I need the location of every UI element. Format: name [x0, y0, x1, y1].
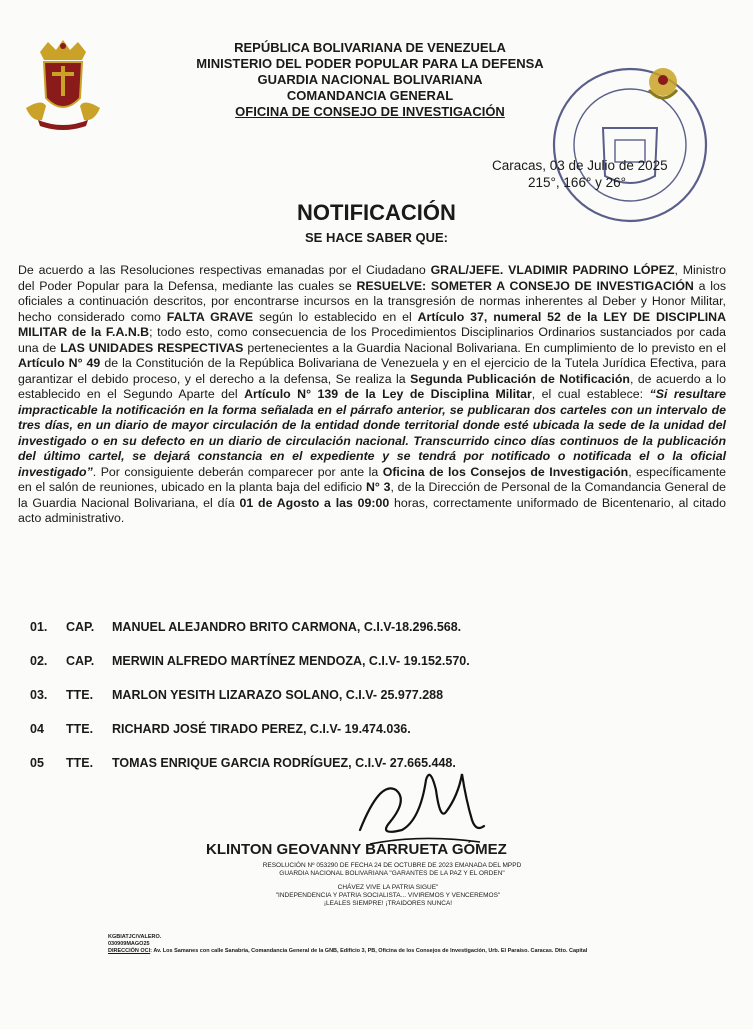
officer-rank: TTE.: [66, 756, 94, 770]
notification-body: [18, 263, 726, 527]
body-text: ; todo esto, como consecuencia de los Procedimientos Disciplinarios Ordinarios sustanciados por cada una de: [18, 325, 726, 355]
body-bold-resolve: RESUELVE: SOMETER A CONSEJO DE INVESTIGACIÓN: [356, 278, 694, 293]
resolution-line-1: RESOLUCIÓN Nº 053290 DE FECHA 24 DE OCTUBRE DE 2023 EMANADA DEL MPPD: [262, 862, 522, 869]
gnb-emblem-logo: [22, 38, 104, 134]
body-text: , Ministro del Poder Popular para la Defensa, mediante las cuales se: [18, 263, 726, 293]
officer-name: MARLON YESITH LIZARAZO SOLANO, C.I.V- 25.977.288: [112, 688, 444, 702]
body-text: pertenecientes a la Guardia Nacional Bolivariana. En cumplimiento de lo previsto en el: [243, 340, 727, 355]
officer-name: MERWIN ALFREDO MARTÍNEZ MENDOZA, C.I.V- 19.152.570.: [112, 654, 470, 668]
document-subtitle: SE HACE SABER QUE:: [304, 230, 449, 245]
list-item: [30, 678, 590, 712]
signer-name: KLINTON GEOVANNY BARRUETA GÓMEZ: [206, 841, 507, 858]
list-item: [30, 712, 590, 746]
reference-code-1: KGBIATJC/VALERO.: [108, 934, 162, 940]
officer-number: 01.: [30, 620, 48, 634]
officer-name: MANUEL ALEJANDRO BRITO CARMONA, C.I.V-18.296.568.: [112, 620, 462, 634]
list-item: [30, 644, 590, 678]
body-bold-datetime: 01 de Agosto a las 09:00: [239, 495, 390, 510]
body-bold-publication: Segunda Publicación de Notificación: [410, 371, 630, 386]
body-bold-office: Oficina de los Consejos de Investigación: [382, 464, 629, 479]
body-bold-units: LAS UNIDADES RESPECTIVAS: [60, 340, 244, 355]
officer-number: 05: [30, 756, 44, 770]
body-bold-article37: Artículo 37, numeral 52 de la LEY DE DISCIPLINA MILITAR de la F.A.N.B: [18, 309, 727, 339]
officers-list: [30, 610, 590, 780]
address-text: : Av. Los Samanes con calle Sanabria, Comandancia General de la GNB, Edificio 3, PB, Oficina de los Consejos de Investigación, Urb. El Paraíso. Caracas. Dtto. Capital: [150, 948, 588, 954]
body-bold-article139: Artículo N° 139 de la Ley de Disciplina Militar: [244, 387, 532, 401]
header-line-2: MINISTERIO DEL PODER POPULAR PARA LA DEFENSA: [196, 56, 544, 71]
body-text: , específicamente en el salón de reuniones, ubicado en la planta baja del edificio: [18, 464, 727, 494]
body-text: , de la Dirección de Personal de la Comandancia General de la Guardia Nacional Bolivariana, el día: [18, 480, 726, 510]
body-bold-fault: FALTA GRAVE: [166, 309, 254, 324]
officer-rank: CAP.: [66, 620, 95, 634]
historic-years-line: 215°, 166° y 26°: [528, 175, 627, 190]
place-and-date: [492, 157, 668, 191]
reference-code-2: 030909MAGO25: [108, 941, 150, 947]
body-text: según lo establecido en el: [253, 309, 418, 324]
officer-number: 03.: [30, 688, 48, 702]
motto-line-3: ¡LEALES SIEMPRE! ¡TRAIDORES NUNCA!: [323, 900, 453, 907]
document-footer: [108, 934, 668, 955]
institutional-mottos: [228, 884, 548, 908]
officer-number: 04: [30, 722, 44, 736]
header-line-4: COMANDANCIA GENERAL: [286, 88, 454, 103]
header-line-3: GUARDIA NACIONAL BOLIVARIANA: [257, 72, 483, 87]
document-title: NOTIFICACIÓN: [297, 200, 456, 225]
list-item: [30, 746, 590, 780]
header-line-1: REPÚBLICA BOLIVARIANA DE VENEZUELA: [234, 40, 506, 55]
date-line: Caracas, 03 de Julio de 2025: [492, 158, 668, 173]
list-item: [30, 610, 590, 644]
body-text: , el cual establece:: [531, 387, 650, 401]
body-bold-minister: GRAL/JEFE. VLADIMIR PADRINO LÓPEZ: [430, 263, 675, 277]
body-bold-article49: Artículo N° 49: [18, 356, 101, 370]
officer-rank: TTE.: [66, 688, 94, 702]
address-label: DIRECCIÓN OCI: [108, 948, 151, 954]
officer-number: 02.: [30, 654, 48, 668]
body-text: De acuerdo a las Resoluciones respectivas emanadas por el Ciudadano: [18, 263, 431, 277]
motto-line-2: "INDEPENDENCIA Y PATRIA SOCIALISTA... VIVIREMOS Y VENCEREMOS": [275, 892, 501, 899]
officer-name: TOMAS ENRIQUE GARCIA RODRÍGUEZ, C.I.V- 27.665.448.: [112, 756, 456, 770]
body-bold-building: N° 3: [365, 480, 391, 494]
signer-resolution: [232, 862, 552, 878]
motto-line-1: CHÁVEZ VIVE LA PATRIA SIGUE": [337, 884, 439, 891]
officer-rank: CAP.: [66, 654, 95, 668]
body-text: . Por consiguiente deberán comparecer por ante la: [92, 464, 383, 479]
body-quote: “Si resultare impracticable la notificación en la forma señalada en el párrafo anterior, se publicaran dos carteles con un intervalo de tres días, en un diario de mayor circulación de la entidad donde territorial donde esté ubicada la sede de la unidad del investigado o en su defecto en un diario de circulación nacional. Transcurrido cinco días continuos de la publicación del último cartel, se dejará constancia en el expediente y se tendrá por notificado o notificada el o la oficial investigado”: [18, 387, 726, 479]
body-text: de la Constitución de la República Bolivariana de Venezuela y en el ejercicio de la Tutela Jurídica Efectiva, para garantizar el debido proceso, y el derecho a la defensa, Se realiza la: [18, 356, 726, 386]
body-text: horas, correctamente uniformado de Bicentenario, al citado acto administrativo.: [18, 495, 726, 525]
body-text: , de acuerdo a lo establecido en el Segundo Aparte del: [18, 371, 726, 401]
resolution-line-2: GUARDIA NACIONAL BOLIVARIANA "GARANTES DE LA PAZ Y EL ORDEN": [279, 870, 505, 877]
officer-rank: TTE.: [66, 722, 94, 736]
header-line-5: OFICINA DE CONSEJO DE INVESTIGACIÓN: [235, 104, 505, 119]
body-text: a los oficiales a continuación descritos, por encontrarse incursos en la transgresión de normas inherentes al Deber y Honor Militar, hecho considerado como: [18, 278, 726, 324]
officer-name: RICHARD JOSÉ TIRADO PEREZ, C.I.V- 19.474.036.: [112, 722, 411, 736]
